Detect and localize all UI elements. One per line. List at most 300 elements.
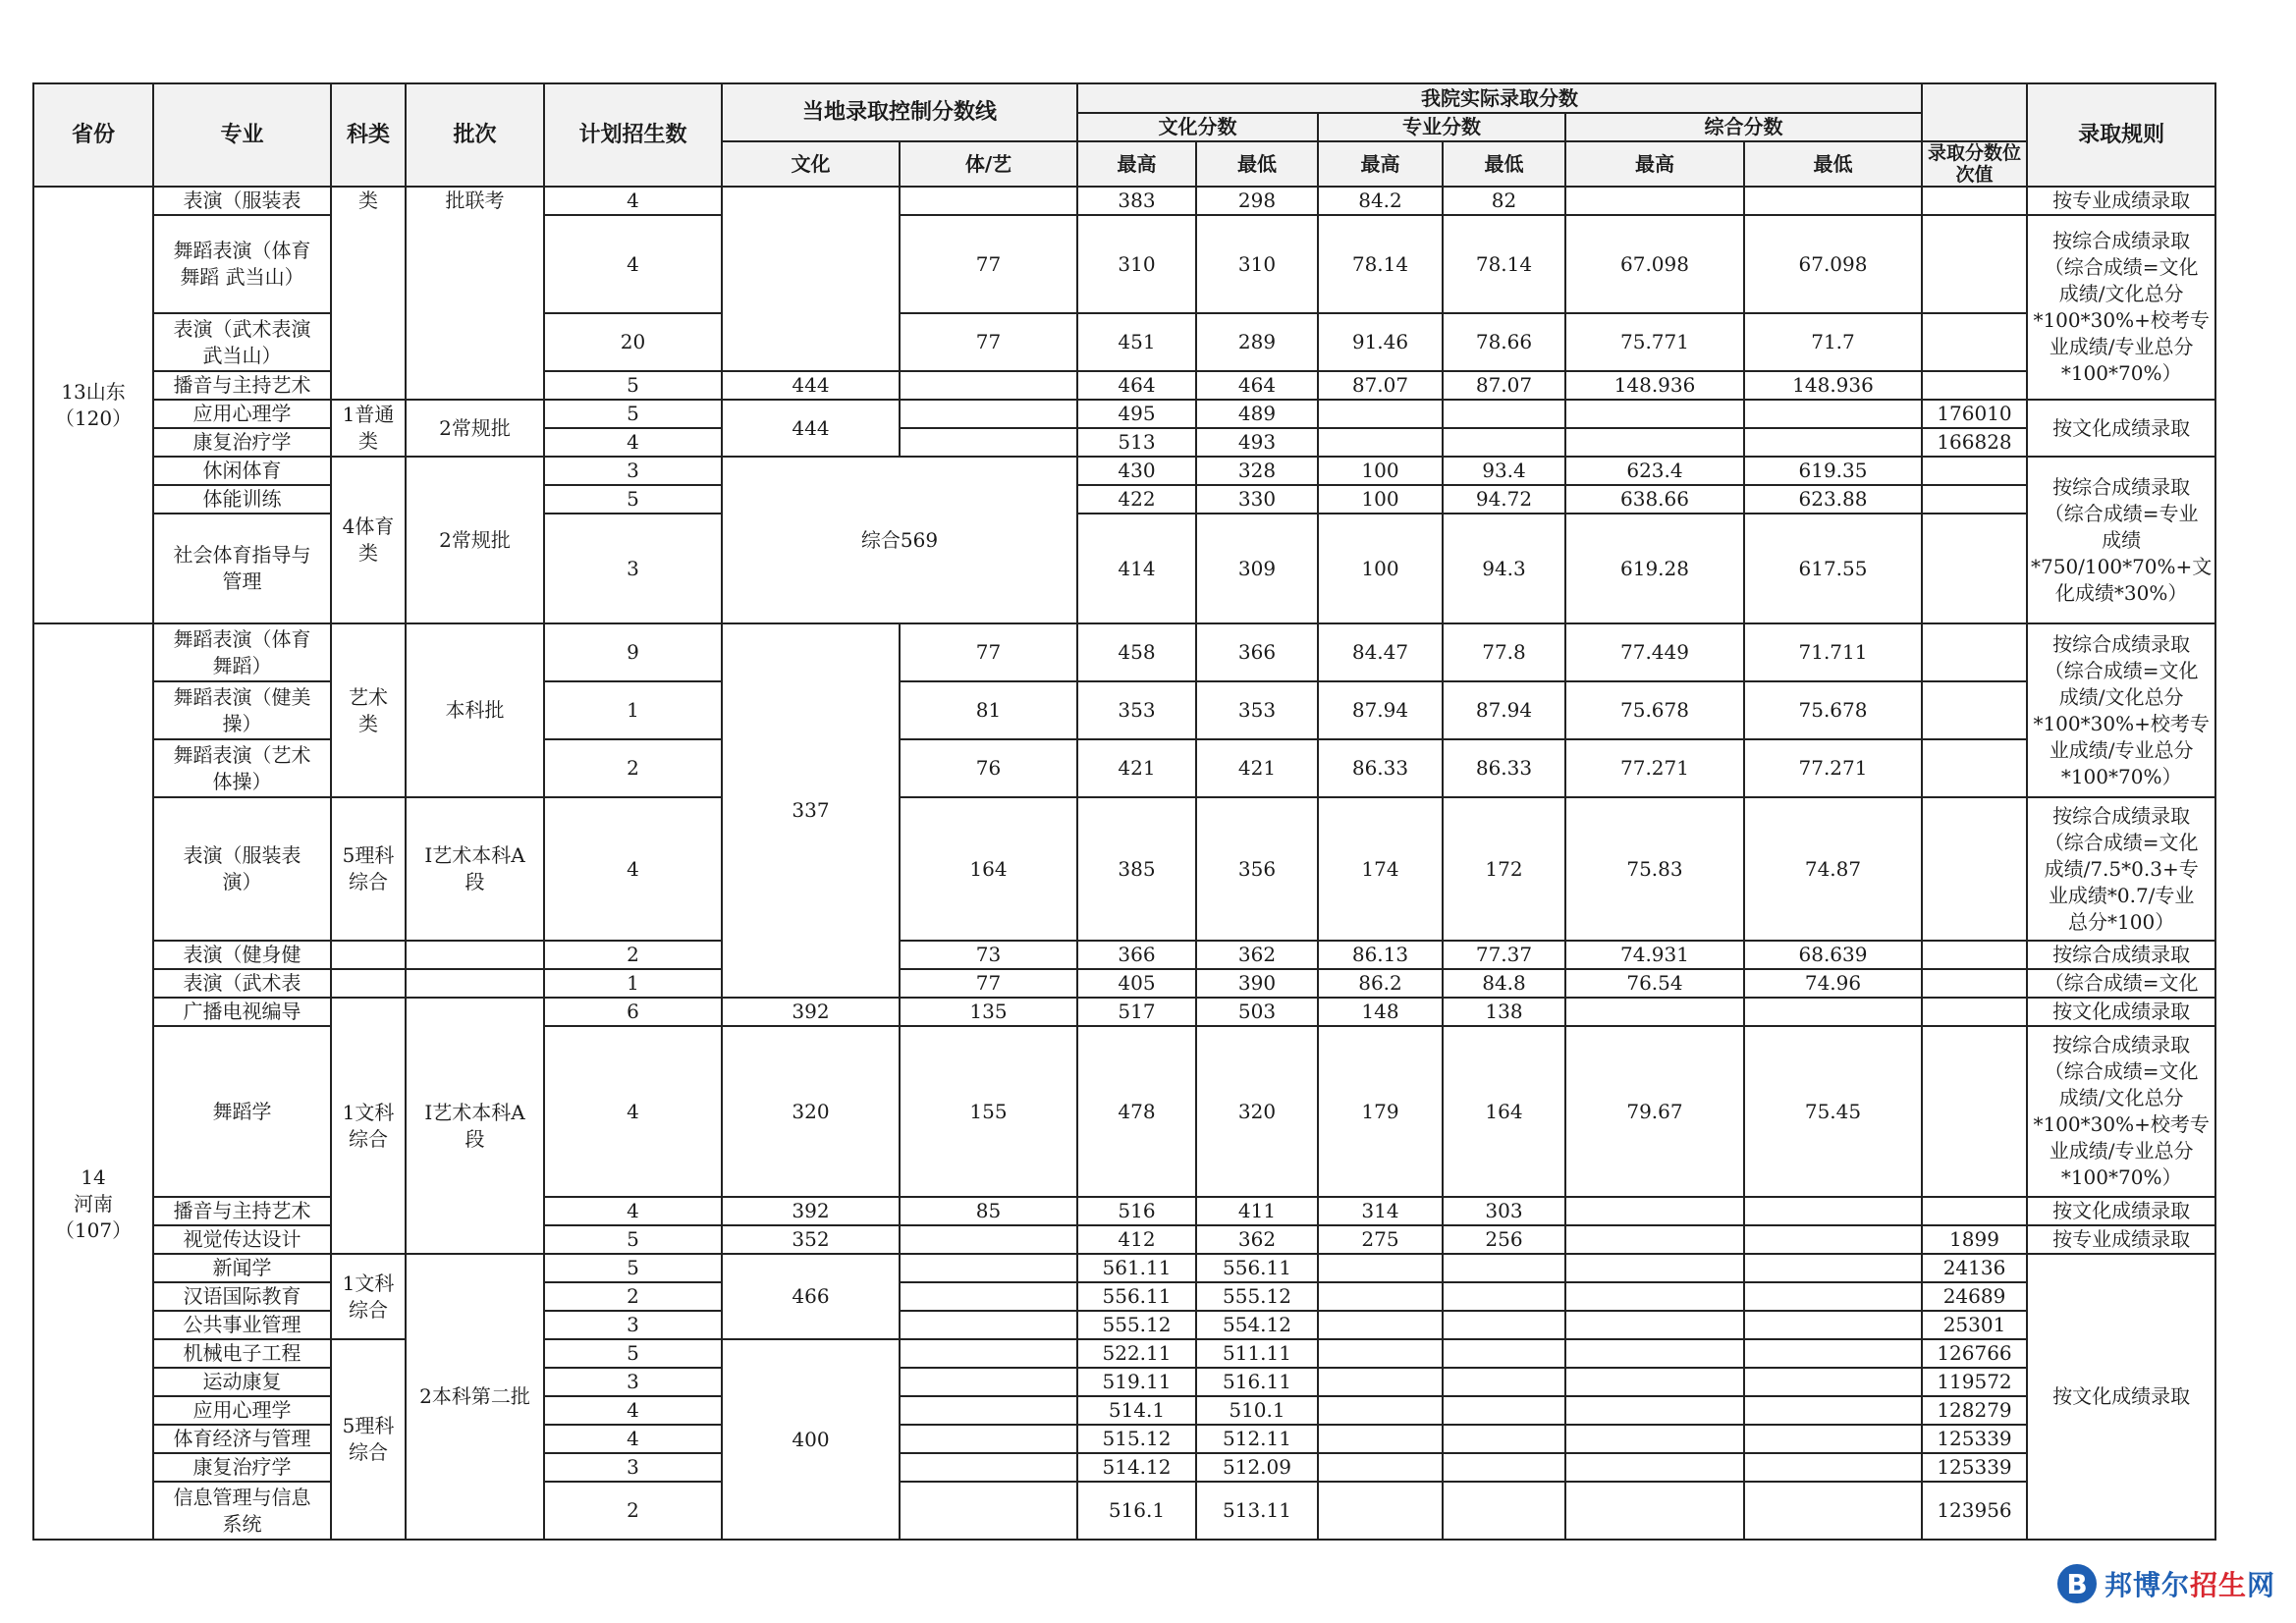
prof-max-cell: 84.47 — [1318, 623, 1443, 681]
culture-max-cell: 515.12 — [1077, 1425, 1196, 1453]
culture-max-cell: 422 — [1077, 485, 1196, 514]
col-culture-max: 最高 — [1077, 141, 1196, 187]
rank-cell — [1922, 623, 2027, 681]
culture-min-cell: 320 — [1196, 1026, 1318, 1197]
combined-min-cell: 74.87 — [1744, 797, 1922, 941]
rank-cell: 176010 — [1922, 400, 2027, 428]
culture-max-cell: 478 — [1077, 1026, 1196, 1197]
logo-b-icon: B — [2057, 1564, 2097, 1603]
combined-max-cell — [1565, 1482, 1744, 1540]
plan-cell: 9 — [544, 623, 722, 681]
col-culture-score: 文化分数 — [1077, 113, 1318, 141]
major-cell: 信息管理与信息 系统 — [153, 1482, 331, 1540]
culture-max-cell: 514.1 — [1077, 1396, 1196, 1425]
culture-max-cell: 421 — [1077, 739, 1196, 797]
major-cell: 舞蹈表演（艺术 体操） — [153, 739, 331, 797]
prof-max-cell: 87.07 — [1318, 371, 1443, 400]
category-cell: 4体育 类 — [331, 457, 406, 623]
culture-min-cell: 289 — [1196, 313, 1318, 371]
culture-max-cell: 516.1 — [1077, 1482, 1196, 1540]
table-row — [33, 941, 2215, 969]
plan-cell: 4 — [544, 797, 722, 941]
rule-cell: 按综合成绩录取 （综合成绩=文化 成绩/7.5*0.3+专 业成绩*0.7/专业 总分*100） — [2027, 797, 2215, 941]
admission-table-wrap — [32, 82, 2216, 1541]
prof-min-cell — [1443, 1425, 1565, 1453]
rank-cell — [1922, 739, 2027, 797]
local-pe-cell — [900, 1368, 1077, 1396]
logo-text — [2105, 1564, 2275, 1603]
culture-max-cell: 513 — [1077, 428, 1196, 457]
logo-text-red: 招生 — [2190, 1569, 2248, 1601]
prof-max-cell — [1318, 1254, 1443, 1282]
combined-max-cell: 75.678 — [1565, 681, 1744, 739]
plan-cell: 5 — [544, 485, 722, 514]
col-actual: 我院实际录取分数 — [1077, 83, 1922, 113]
prof-min-cell: 94.72 — [1443, 485, 1565, 514]
prof-max-cell: 275 — [1318, 1225, 1443, 1254]
prof-max-cell — [1318, 1396, 1443, 1425]
prof-min-cell: 303 — [1443, 1197, 1565, 1225]
local-pe-cell — [900, 1396, 1077, 1425]
culture-min-cell: 510.1 — [1196, 1396, 1318, 1425]
culture-min-cell: 310 — [1196, 215, 1318, 313]
combined-min-cell — [1744, 1425, 1922, 1453]
culture-min-cell: 554.12 — [1196, 1311, 1318, 1339]
local-culture-cell: 320 — [722, 1026, 900, 1197]
col-combined-score: 综合分数 — [1565, 113, 1922, 141]
rank-cell: 1899 — [1922, 1225, 2027, 1254]
combined-min-cell — [1744, 1482, 1922, 1540]
combined-max-cell — [1565, 1282, 1744, 1311]
table-row — [33, 1254, 2215, 1282]
rank-cell: 24136 — [1922, 1254, 2027, 1282]
category-cell — [331, 941, 406, 969]
local-culture-cell: 400 — [722, 1339, 900, 1540]
major-cell: 播音与主持艺术 — [153, 1197, 331, 1225]
combined-max-cell: 77.449 — [1565, 623, 1744, 681]
table-row — [33, 998, 2215, 1026]
prof-max-cell: 86.2 — [1318, 969, 1443, 998]
local-culture-cell: 444 — [722, 400, 900, 457]
culture-max-cell: 430 — [1077, 457, 1196, 485]
culture-min-cell: 366 — [1196, 623, 1318, 681]
major-cell: 社会体育指导与 管理 — [153, 514, 331, 623]
major-cell: 表演（健身健 — [153, 941, 331, 969]
rule-cell: 按综合成绩录取 （综合成绩=文化 成绩/文化总分 *100*30%+校考专 业成绩/专业总分 *100*70%） — [2027, 215, 2215, 400]
combined-min-cell: 71.711 — [1744, 623, 1922, 681]
category-cell: 5理科 综合 — [331, 797, 406, 941]
plan-cell: 4 — [544, 215, 722, 313]
combined-min-cell: 74.96 — [1744, 969, 1922, 998]
category-cell: 类 — [331, 187, 406, 400]
category-cell: 1文科 综合 — [331, 998, 406, 1254]
col-local-pe-art: 体/艺 — [900, 141, 1077, 187]
culture-min-cell: 421 — [1196, 739, 1318, 797]
combined-max-cell: 638.66 — [1565, 485, 1744, 514]
prof-min-cell: 77.8 — [1443, 623, 1565, 681]
province-henan: 14 河南 （107） — [33, 623, 153, 1540]
local-pe-cell — [900, 371, 1077, 400]
prof-max-cell — [1318, 1482, 1443, 1540]
local-pe-cell: 135 — [900, 998, 1077, 1026]
combined-max-cell: 79.67 — [1565, 1026, 1744, 1197]
plan-cell: 3 — [544, 1368, 722, 1396]
province-shandong: 13山东 （120） — [33, 187, 153, 623]
culture-min-cell: 512.09 — [1196, 1453, 1318, 1482]
batch-cell: 2常规批 — [406, 457, 544, 623]
rank-cell: 126766 — [1922, 1339, 2027, 1368]
culture-max-cell: 366 — [1077, 941, 1196, 969]
combined-max-cell: 76.54 — [1565, 969, 1744, 998]
major-cell: 公共事业管理 — [153, 1311, 331, 1339]
prof-max-cell: 100 — [1318, 514, 1443, 623]
major-cell: 机械电子工程 — [153, 1339, 331, 1368]
prof-min-cell: 172 — [1443, 797, 1565, 941]
plan-cell: 5 — [544, 400, 722, 428]
combined-min-cell — [1744, 1396, 1922, 1425]
culture-min-cell: 390 — [1196, 969, 1318, 998]
prof-max-cell — [1318, 1425, 1443, 1453]
major-cell: 体育经济与管理 — [153, 1425, 331, 1453]
culture-max-cell: 514.12 — [1077, 1453, 1196, 1482]
combined-max-cell: 623.4 — [1565, 457, 1744, 485]
prof-min-cell — [1443, 1482, 1565, 1540]
local-pe-cell — [900, 1453, 1077, 1482]
local-pe-cell — [900, 1282, 1077, 1311]
plan-cell: 3 — [544, 514, 722, 623]
prof-max-cell: 91.46 — [1318, 313, 1443, 371]
prof-min-cell — [1443, 1282, 1565, 1311]
table-row — [33, 1339, 2215, 1368]
local-pe-cell — [900, 428, 1077, 457]
plan-cell: 2 — [544, 739, 722, 797]
combined-min-cell: 67.098 — [1744, 215, 1922, 313]
logo-text-blue: 邦博尔 — [2105, 1569, 2191, 1601]
combined-max-cell: 77.271 — [1565, 739, 1744, 797]
local-pe-cell — [900, 1254, 1077, 1282]
table-row — [33, 187, 2215, 215]
plan-cell: 3 — [544, 1453, 722, 1482]
major-cell: 视觉传达设计 — [153, 1225, 331, 1254]
local-pe-cell: 77 — [900, 215, 1077, 313]
combined-min-cell: 148.936 — [1744, 371, 1922, 400]
rank-cell — [1922, 797, 2027, 941]
logo-text-tail: 网 — [2247, 1569, 2276, 1601]
major-cell: 汉语国际教育 — [153, 1282, 331, 1311]
plan-cell: 6 — [544, 998, 722, 1026]
culture-min-cell: 503 — [1196, 998, 1318, 1026]
culture-max-cell: 405 — [1077, 969, 1196, 998]
prof-min-cell — [1443, 1339, 1565, 1368]
combined-min-cell: 68.639 — [1744, 941, 1922, 969]
prof-max-cell: 179 — [1318, 1026, 1443, 1197]
culture-min-cell: 328 — [1196, 457, 1318, 485]
major-cell: 运动康复 — [153, 1368, 331, 1396]
prof-min-cell — [1443, 1453, 1565, 1482]
category-cell: 艺术 类 — [331, 623, 406, 797]
local-pe-cell: 76 — [900, 739, 1077, 797]
prof-min-cell: 256 — [1443, 1225, 1565, 1254]
rule-cell: 按综合成绩录取 — [2027, 941, 2215, 969]
prof-min-cell — [1443, 1396, 1565, 1425]
culture-max-cell: 556.11 — [1077, 1282, 1196, 1311]
culture-min-cell: 493 — [1196, 428, 1318, 457]
major-cell: 表演（服装表 演） — [153, 797, 331, 941]
plan-cell: 5 — [544, 1225, 722, 1254]
culture-min-cell: 411 — [1196, 1197, 1318, 1225]
plan-cell: 3 — [544, 1311, 722, 1339]
culture-min-cell: 555.12 — [1196, 1282, 1318, 1311]
prof-min-cell — [1443, 400, 1565, 428]
local-culture-cell: 352 — [722, 1225, 900, 1254]
prof-max-cell — [1318, 1282, 1443, 1311]
batch-cell — [406, 969, 544, 998]
rule-cell: 按综合成绩录取 （综合成绩=文化 成绩/文化总分 *100*30%+校考专 业成绩/专业总分 *100*70%） — [2027, 623, 2215, 797]
combined-max-cell: 75.771 — [1565, 313, 1744, 371]
rank-cell — [1922, 371, 2027, 400]
col-plan: 计划招生数 — [544, 83, 722, 187]
rank-cell — [1922, 457, 2027, 485]
local-pe-cell — [900, 400, 1077, 428]
rank-cell: 24689 — [1922, 1282, 2027, 1311]
rule-cell: 按专业成绩录取 — [2027, 187, 2215, 215]
rank-cell — [1922, 941, 2027, 969]
major-cell: 体能训练 — [153, 485, 331, 514]
prof-max-cell: 86.33 — [1318, 739, 1443, 797]
combined-max-cell: 619.28 — [1565, 514, 1744, 623]
col-combined-min: 最低 — [1744, 141, 1922, 187]
culture-max-cell: 385 — [1077, 797, 1196, 941]
combined-max-cell — [1565, 1368, 1744, 1396]
major-cell: 新闻学 — [153, 1254, 331, 1282]
prof-min-cell: 93.4 — [1443, 457, 1565, 485]
col-batch: 批次 — [406, 83, 544, 187]
combined-max-cell — [1565, 1453, 1744, 1482]
local-pe-cell: 155 — [900, 1026, 1077, 1197]
local-pe-cell — [900, 187, 1077, 215]
rule-cell: 按专业成绩录取 — [2027, 1225, 2215, 1254]
combined-min-cell — [1744, 1368, 1922, 1396]
prof-min-cell — [1443, 428, 1565, 457]
culture-max-cell: 517 — [1077, 998, 1196, 1026]
prof-max-cell — [1318, 1339, 1443, 1368]
combined-max-cell — [1565, 1396, 1744, 1425]
local-pe-cell: 77 — [900, 623, 1077, 681]
rule-cell: 按文化成绩录取 — [2027, 998, 2215, 1026]
header-row-1 — [33, 83, 2215, 113]
prof-min-cell: 87.07 — [1443, 371, 1565, 400]
culture-min-cell: 356 — [1196, 797, 1318, 941]
major-cell: 播音与主持艺术 — [153, 371, 331, 400]
culture-max-cell: 464 — [1077, 371, 1196, 400]
col-category: 科类 — [331, 83, 406, 187]
culture-min-cell: 330 — [1196, 485, 1318, 514]
local-combined-cell: 综合569 — [722, 457, 1077, 623]
batch-cell: I艺术本科A 段 — [406, 998, 544, 1254]
category-cell — [331, 969, 406, 998]
rule-cell: 按综合成绩录取 （综合成绩=文化 成绩/文化总分 *100*30%+校考专 业成绩/专业总分 *100*70%） — [2027, 1026, 2215, 1197]
prof-max-cell — [1318, 1453, 1443, 1482]
rank-cell: 119572 — [1922, 1368, 2027, 1396]
category-cell: 1文科 综合 — [331, 1254, 406, 1339]
prof-max-cell: 84.2 — [1318, 187, 1443, 215]
combined-max-cell: 75.83 — [1565, 797, 1744, 941]
col-province: 省份 — [33, 83, 153, 187]
col-local-line: 当地录取控制分数线 — [722, 83, 1077, 141]
combined-min-cell — [1744, 1453, 1922, 1482]
local-pe-cell — [900, 1425, 1077, 1453]
culture-max-cell: 310 — [1077, 215, 1196, 313]
col-prof-max: 最高 — [1318, 141, 1443, 187]
major-cell: 休闲体育 — [153, 457, 331, 485]
culture-min-cell: 556.11 — [1196, 1254, 1318, 1282]
prof-max-cell: 314 — [1318, 1197, 1443, 1225]
local-pe-cell: 77 — [900, 313, 1077, 371]
combined-max-cell — [1565, 400, 1744, 428]
table-row — [33, 797, 2215, 941]
combined-min-cell — [1744, 1225, 1922, 1254]
plan-cell: 5 — [544, 1254, 722, 1282]
rank-cell — [1922, 681, 2027, 739]
major-cell: 舞蹈表演（体育 舞蹈） — [153, 623, 331, 681]
combined-min-cell — [1744, 400, 1922, 428]
combined-max-cell — [1565, 1225, 1744, 1254]
rank-cell — [1922, 514, 2027, 623]
batch-cell: 2常规批 — [406, 400, 544, 457]
local-pe-cell: 73 — [900, 941, 1077, 969]
local-culture-cell: 392 — [722, 1197, 900, 1225]
site-logo[interactable] — [2057, 1559, 2275, 1608]
combined-min-cell: 71.7 — [1744, 313, 1922, 371]
prof-max-cell — [1318, 1368, 1443, 1396]
prof-min-cell — [1443, 1368, 1565, 1396]
local-pe-cell — [900, 1482, 1077, 1540]
major-cell: 广播电视编导 — [153, 998, 331, 1026]
culture-max-cell: 451 — [1077, 313, 1196, 371]
local-culture-cell: 444 — [722, 371, 900, 400]
combined-min-cell — [1744, 1254, 1922, 1282]
culture-max-cell: 555.12 — [1077, 1311, 1196, 1339]
major-cell: 表演（武术表 — [153, 969, 331, 998]
prof-min-cell: 77.37 — [1443, 941, 1565, 969]
prof-max-cell: 174 — [1318, 797, 1443, 941]
prof-max-cell: 100 — [1318, 485, 1443, 514]
combined-min-cell — [1744, 1197, 1922, 1225]
combined-max-cell: 148.936 — [1565, 371, 1744, 400]
major-cell: 舞蹈学 — [153, 1026, 331, 1197]
major-cell: 应用心理学 — [153, 1396, 331, 1425]
plan-cell: 3 — [544, 457, 722, 485]
local-culture-cell: 466 — [722, 1254, 900, 1339]
col-rule: 录取规则 — [2027, 83, 2215, 187]
col-prof-min: 最低 — [1443, 141, 1565, 187]
plan-cell: 4 — [544, 1425, 722, 1453]
combined-max-cell — [1565, 1197, 1744, 1225]
prof-max-cell — [1318, 428, 1443, 457]
local-pe-cell — [900, 1311, 1077, 1339]
major-cell: 表演（武术表演 武当山） — [153, 313, 331, 371]
rank-cell: 128279 — [1922, 1396, 2027, 1425]
prof-min-cell — [1443, 1254, 1565, 1282]
culture-max-cell: 561.11 — [1077, 1254, 1196, 1282]
combined-min-cell: 623.88 — [1744, 485, 1922, 514]
plan-cell: 1 — [544, 681, 722, 739]
combined-min-cell — [1744, 998, 1922, 1026]
prof-min-cell: 84.8 — [1443, 969, 1565, 998]
plan-cell: 4 — [544, 1026, 722, 1197]
combined-max-cell — [1565, 1254, 1744, 1282]
culture-max-cell: 353 — [1077, 681, 1196, 739]
culture-max-cell: 516 — [1077, 1197, 1196, 1225]
prof-max-cell: 148 — [1318, 998, 1443, 1026]
local-pe-cell: 85 — [900, 1197, 1077, 1225]
rule-cell: （综合成绩=文化 — [2027, 969, 2215, 998]
culture-min-cell: 298 — [1196, 187, 1318, 215]
combined-min-cell: 617.55 — [1744, 514, 1922, 623]
prof-min-cell: 94.3 — [1443, 514, 1565, 623]
rank-cell: 25301 — [1922, 1311, 2027, 1339]
rank-cell: 125339 — [1922, 1453, 2027, 1482]
major-cell: 应用心理学 — [153, 400, 331, 428]
col-local-culture: 文化 — [722, 141, 900, 187]
prof-min-cell: 138 — [1443, 998, 1565, 1026]
major-cell: 康复治疗学 — [153, 428, 331, 457]
culture-max-cell: 414 — [1077, 514, 1196, 623]
table-row — [33, 623, 2215, 681]
culture-max-cell: 522.11 — [1077, 1339, 1196, 1368]
combined-min-cell: 77.271 — [1744, 739, 1922, 797]
rank-cell — [1922, 1197, 2027, 1225]
prof-max-cell — [1318, 1311, 1443, 1339]
plan-cell: 4 — [544, 1197, 722, 1225]
major-cell: 舞蹈表演（健美 操） — [153, 681, 331, 739]
plan-cell: 4 — [544, 1396, 722, 1425]
prof-max-cell: 86.13 — [1318, 941, 1443, 969]
plan-cell: 2 — [544, 1282, 722, 1311]
rank-cell: 125339 — [1922, 1425, 2027, 1453]
col-rank-top — [1922, 83, 2027, 141]
combined-max-cell — [1565, 1425, 1744, 1453]
plan-cell: 2 — [544, 941, 722, 969]
plan-cell: 4 — [544, 187, 722, 215]
plan-cell: 1 — [544, 969, 722, 998]
plan-cell: 4 — [544, 428, 722, 457]
major-cell: 康复治疗学 — [153, 1453, 331, 1482]
culture-min-cell: 353 — [1196, 681, 1318, 739]
rule-cell: 按文化成绩录取 — [2027, 1197, 2215, 1225]
admission-score-table — [32, 82, 2216, 1541]
rank-cell — [1922, 1026, 2027, 1197]
prof-max-cell: 87.94 — [1318, 681, 1443, 739]
culture-max-cell: 383 — [1077, 187, 1196, 215]
col-culture-min: 最低 — [1196, 141, 1318, 187]
category-cell: 1普通 类 — [331, 400, 406, 457]
batch-cell: 批联考 — [406, 187, 544, 400]
prof-min-cell: 78.66 — [1443, 313, 1565, 371]
combined-min-cell — [1744, 1339, 1922, 1368]
batch-cell: 2本科第二批 — [406, 1254, 544, 1540]
combined-min-cell: 75.678 — [1744, 681, 1922, 739]
plan-cell: 5 — [544, 1339, 722, 1368]
combined-max-cell: 74.931 — [1565, 941, 1744, 969]
culture-min-cell: 309 — [1196, 514, 1318, 623]
rank-cell: 123956 — [1922, 1482, 2027, 1540]
culture-min-cell: 464 — [1196, 371, 1318, 400]
combined-max-cell: 67.098 — [1565, 215, 1744, 313]
prof-min-cell: 78.14 — [1443, 215, 1565, 313]
culture-min-cell: 516.11 — [1196, 1368, 1318, 1396]
category-cell: 5理科 综合 — [331, 1339, 406, 1540]
